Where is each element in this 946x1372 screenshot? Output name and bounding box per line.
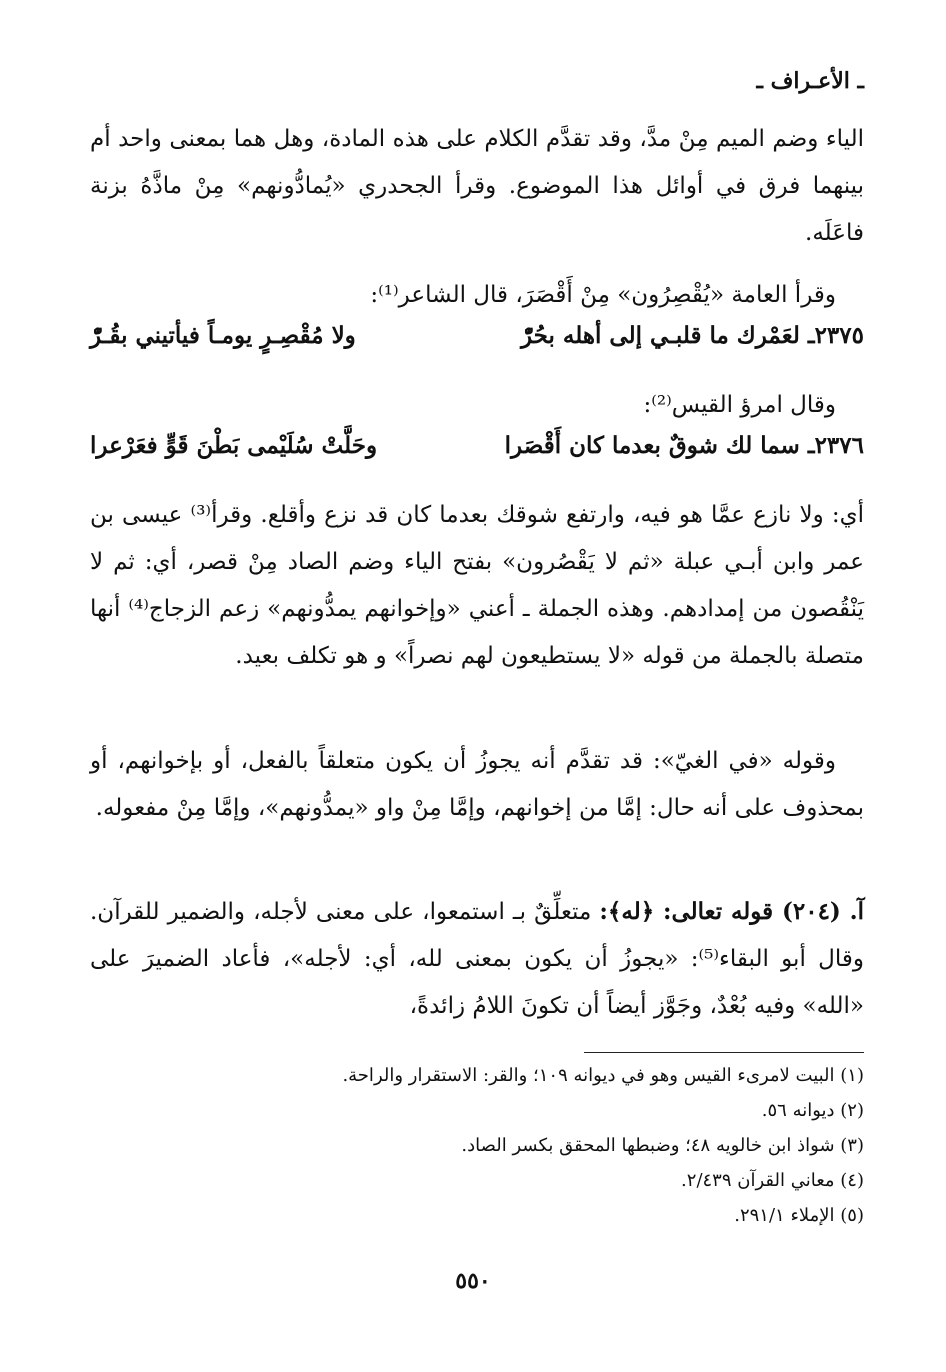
paragraph-6 bbox=[90, 888, 864, 1030]
verse-2376 bbox=[90, 432, 864, 472]
verse-2375-second-hemistich: ولا مُقْصِـرٍ يومـاً فيأتيني بقُـرّْ bbox=[90, 322, 356, 349]
paragraph-3-text: وقال امرؤ القيس⁽²⁾: bbox=[643, 392, 836, 418]
paragraph-6-text bbox=[90, 888, 864, 1030]
paragraph-5-text: وقوله «في الغيّ»: قد تقدَّم أنه يجوزُ أن يكون متعلقاً بالفعل، أو بإخوانهم، أو بمحذوف على أنه حال: إمَّا من إخوانهم، وإمَّا مِنْ واو «يمدُّونهم»، وإمَّا مِنْ مفعوله. bbox=[90, 748, 864, 821]
paragraph-2-text: وقرأ العامة «يُقْصِرُون» مِنْ أَقْصَرَ، قال الشاعر⁽¹⁾: bbox=[370, 282, 836, 308]
paragraph-6-body: متعلِّقٌ بـ استمعوا، على معنى لأجله، والضمير للقرآن. وقال أبو البقاء⁽⁵⁾: «يجوزُ أن يكون بمعنى لله، أي: لأجله»، فأعاد الضميرَ على «الله» وفيه بُعْدٌ، وجَوَّز أيضاً أن تكونَ اللامُ زائدةً، bbox=[90, 899, 864, 1019]
paragraph-3 bbox=[90, 382, 864, 429]
footnote-5: (٥) الإملاء ٢٩١/١. bbox=[734, 1205, 864, 1226]
paragraph-2 bbox=[90, 272, 864, 319]
verse-2376-second-hemistich: وحَلَّتْ سُلَيْمى بَطْنَ قَوٍّ فعَرْعرا bbox=[90, 432, 378, 459]
footnote-1: (١) البيت لامرىء القيس وهو في ديوانه ١٠٩؛ والقر: الاستقرار والراحة. bbox=[342, 1065, 864, 1086]
verse-2375 bbox=[90, 322, 864, 362]
paragraph-4 bbox=[90, 492, 864, 680]
footnote-4: (٤) معاني القرآن ٢/٤٣٩. bbox=[681, 1170, 864, 1191]
paragraph-5 bbox=[90, 738, 864, 832]
verse-2375-first-hemistich: ٢٣٧٥ـ لعَمْرك ما قلبـي إلى أهله بحُرّْ bbox=[520, 322, 864, 349]
running-header: ـ الأعـراف ـ bbox=[756, 68, 864, 94]
paragraph-1-text: الياء وضم الميم مِنْ مدَّ، وقد تقدَّم الكلام على هذه المادة، وهل هما بمعنى واحد أم بينهما فرق في أوائل هذا الموضوع. وقرأ الجحدري «يُمادُّونهم» مِنْ ماذَّهُ بزنة فاعَلَه. bbox=[90, 126, 864, 246]
page-number: ٥٥٠ bbox=[455, 1268, 491, 1294]
footnotes bbox=[90, 1058, 864, 1233]
footnote-3: (٣) شواذ ابن خالويه ٤٨؛ وضبطها المحقق بكسر الصاد. bbox=[461, 1135, 864, 1156]
footnote-2: (٢) ديوانه ٥٦. bbox=[761, 1100, 864, 1121]
verse-2376-first-hemistich: ٢٣٧٦ـ سما لك شوقٌ بعدما كان أَقْصَرا bbox=[504, 432, 864, 459]
verse-reference: آ. (٢٠٤) قوله تعالى: ﴿له﴾: bbox=[599, 898, 864, 925]
paragraph-1 bbox=[90, 116, 864, 257]
paragraph-4-text: أي: ولا نازع عمَّا هو فيه، وارتفع شوقك بعدما كان قد نزع وأقلع. وقرأ⁽³⁾ عيسى بن عمر وابن أبـي عبلة «ثم لا يَقْصُرون» بفتح الياء وضم الصاد مِنْ قصر، أي: ثم لا يَنْقُصون من إمدادهم. وهذه الجملة ـ أعني «وإخوانهم يمدُّونهم» زعم الزجاج⁽⁴⁾ أنها متصلة بالجملة من قوله «لا يستطيعون لهم نصراً» و هو تكلف بعيد. bbox=[90, 502, 864, 669]
footnote-separator bbox=[584, 1052, 864, 1053]
